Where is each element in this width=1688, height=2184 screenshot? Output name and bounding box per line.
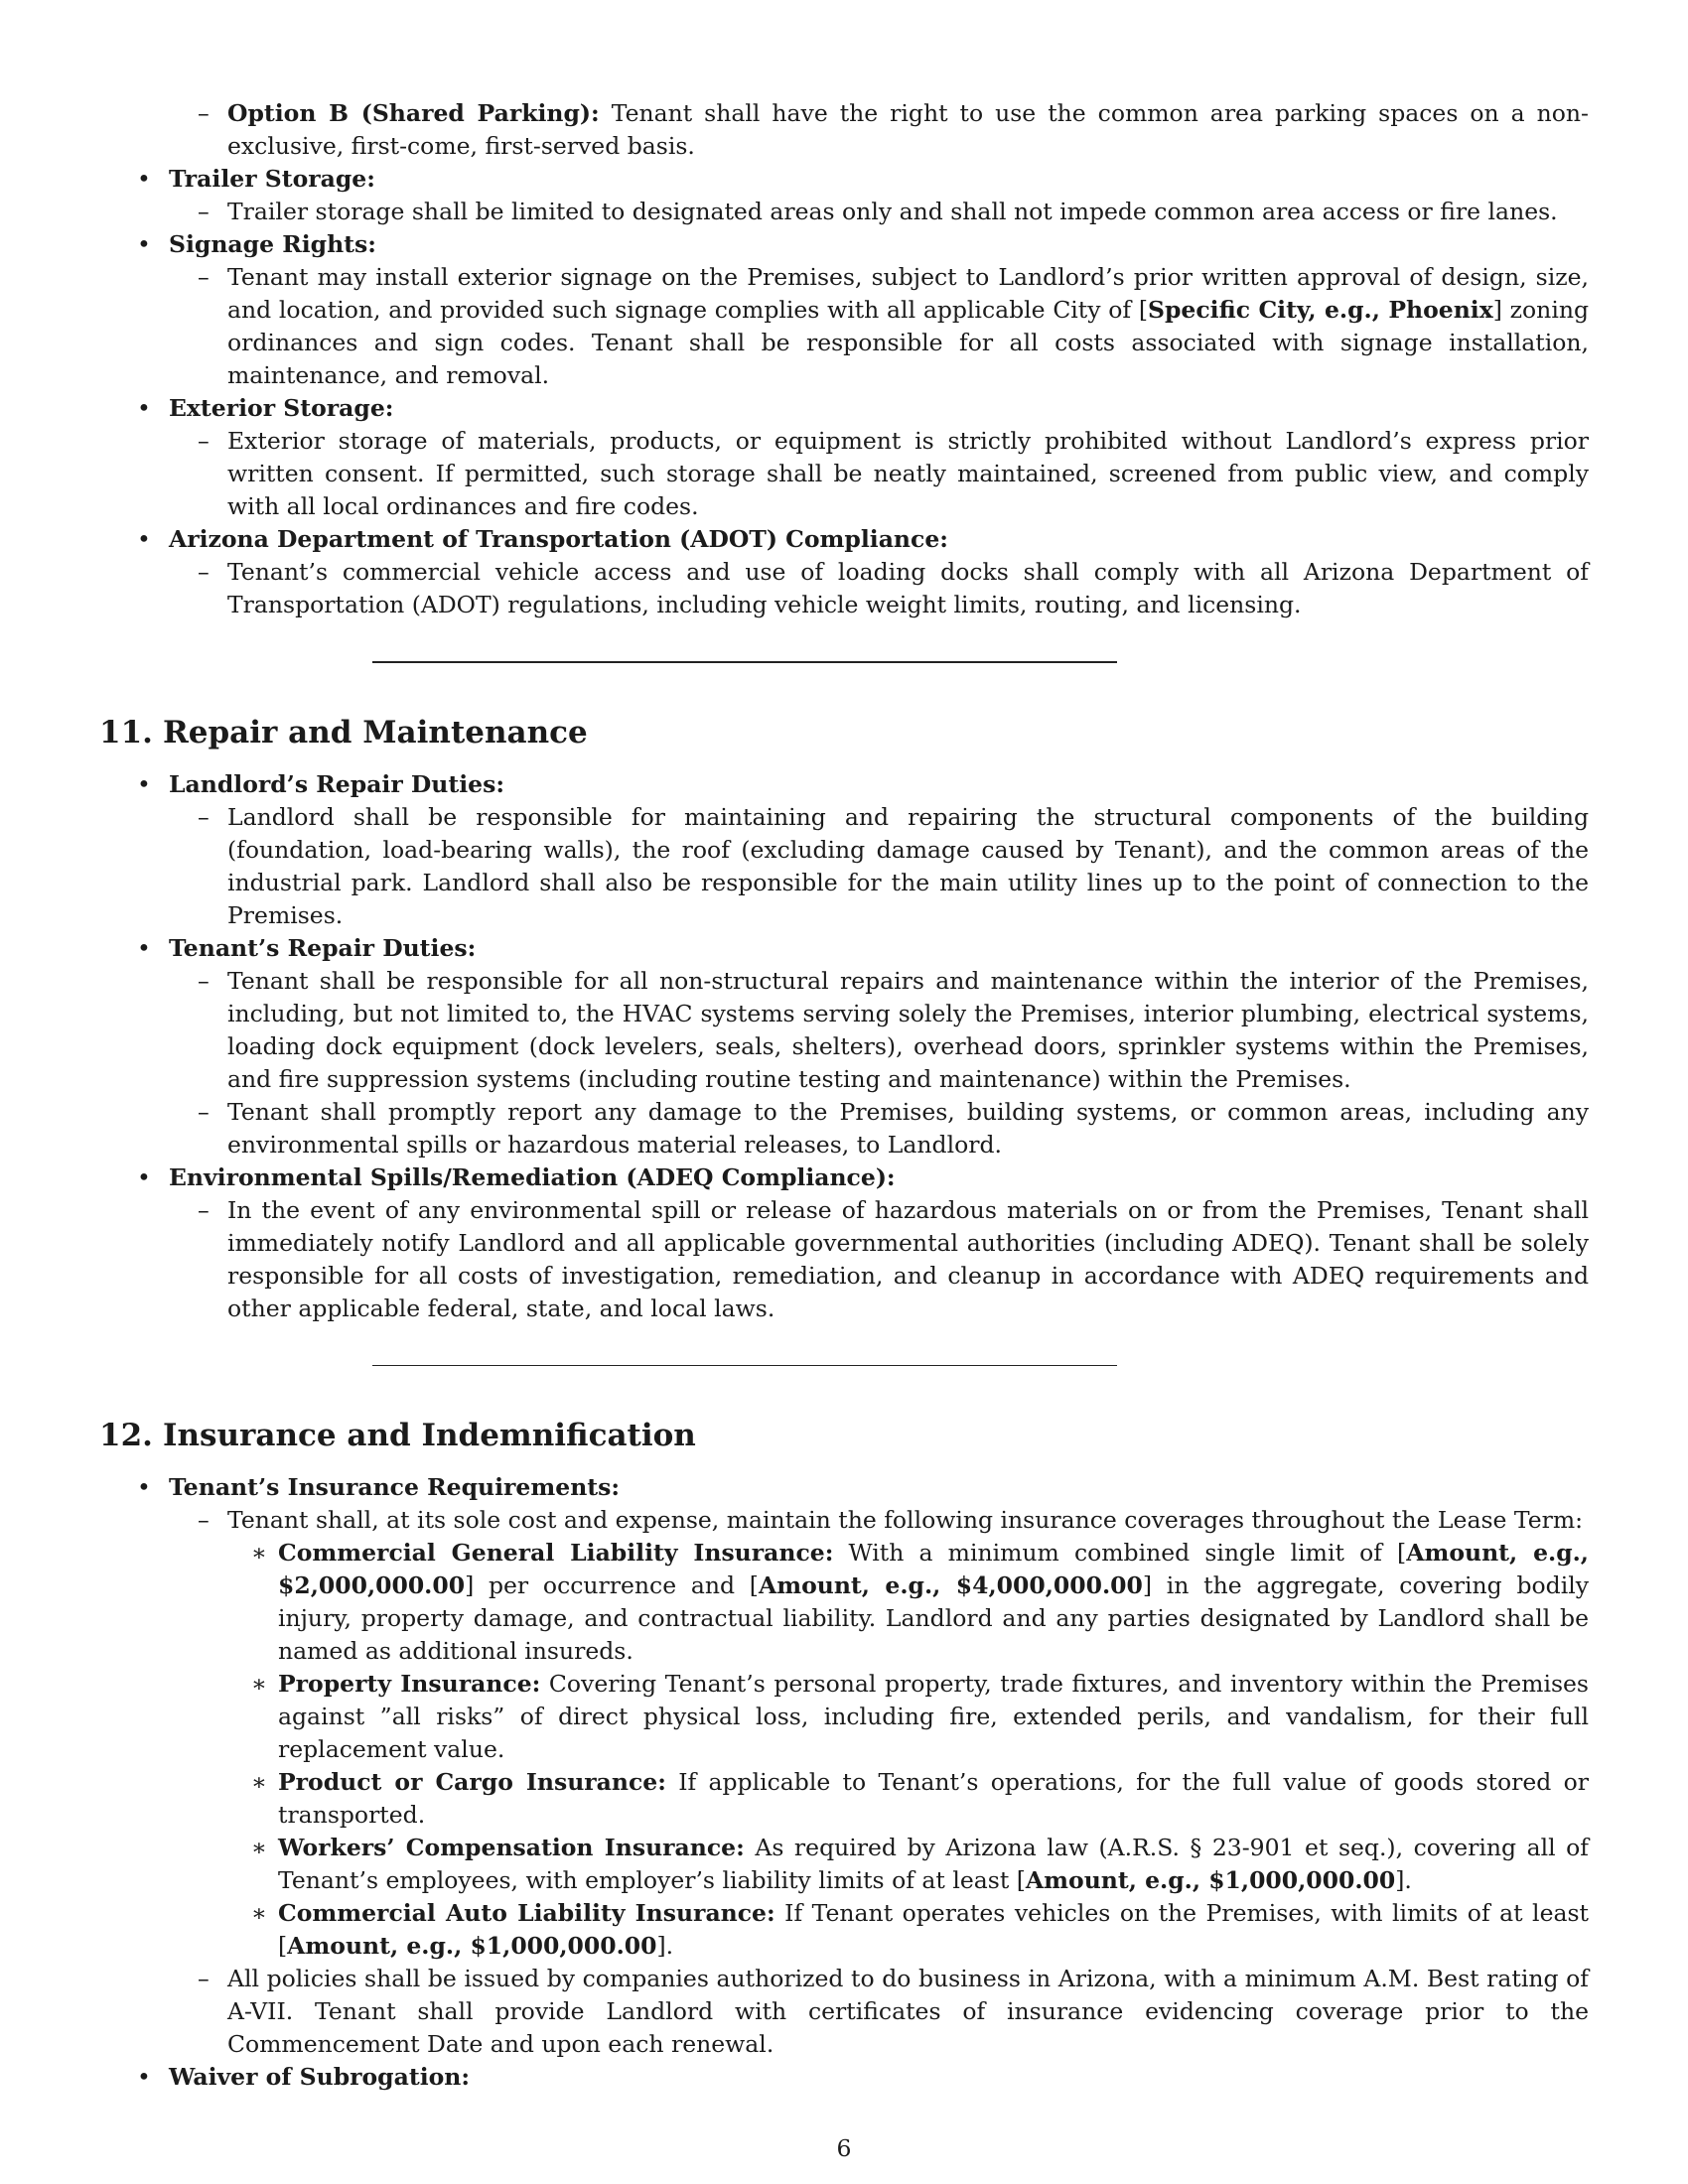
waiver-subrogation-heading: Waiver of Subrogation: xyxy=(169,2063,471,2091)
list-item: – Tenant shall promptly report any damage to the Premises, building systems, or common areas, including any environmental spills or hazardous material releases, to Landlord. xyxy=(169,1096,1589,1161)
list-item: – Landlord shall be responsible for maintaining and repairing the structural components of the building (foundation, load-bearing walls), the roof (excluding damage caused by Tenant), and the common areas of the industrial park. Landlord shall also be responsible for the main utility lines up to the point of connection to the Premises. xyxy=(169,801,1589,932)
cgl-occurrence-amount: Amount, e.g., $2,000,000.00 xyxy=(278,1539,1589,1599)
section-11-heading xyxy=(99,713,1589,752)
signage-rights-heading: Signage Rights: xyxy=(169,230,376,258)
cargo-insurance-text: If applicable to Tenant’s operations, for the full value of goods stored or transported. xyxy=(278,1768,1589,1829)
landlord-repair-heading: Landlord’s Repair Duties: xyxy=(169,770,505,798)
insurance-intro: Tenant shall, at its sole cost and expense, maintain the following insurance coverages throughout the Lease Term: xyxy=(227,1506,1584,1534)
list-item xyxy=(99,1161,1589,1325)
cgl-aggregate-amount: Amount, e.g., $4,000,000.00 xyxy=(758,1571,1143,1599)
list-item xyxy=(169,261,1589,392)
list-item xyxy=(227,1537,1589,1668)
list-item xyxy=(99,392,1589,523)
auto-liability-label: Commercial Auto Liability Insurance: xyxy=(278,1899,775,1927)
trailer-storage-heading: Trailer Storage: xyxy=(169,165,375,193)
list-item xyxy=(227,1766,1589,1832)
section-number: 11. xyxy=(99,715,153,751)
section-title: Insurance and Indemnification xyxy=(163,1418,696,1453)
list-item: – In the event of any environmental spill or release of hazardous materials on or from the Premises, Tenant shall immediately notify Landlord and all applicable governmental authorities (including ADEQ). Tenant shall be solely responsible for all costs of investigation, remediation, and cleanup in accordance with ADEQ requirements and other applicable federal, state, and local laws. xyxy=(169,1194,1589,1325)
option-b-label: Option B (Shared Parking): xyxy=(227,99,600,127)
list-item: – Trailer storage shall be limited to designated areas only and shall not impede common area access or fire lanes. xyxy=(169,196,1589,228)
list-item xyxy=(99,932,1589,1161)
list-item xyxy=(169,1504,1589,1963)
list-item xyxy=(99,228,1589,392)
parking-option-b xyxy=(99,97,1589,163)
list-item: – Tenant’s commercial vehicle access and use of loading docks shall comply with all Arizona Department of Transportation (ADOT) regulations, including vehicle weight limits, routing, and licensing. xyxy=(169,556,1589,621)
list-item: – All policies shall be issued by companies authorized to do business in Arizona, with a minimum A.M. Best rating of A-VII. Tenant shall provide Landlord with certificates of insurance evidencing coverage prior to the Commencement Date and upon each renewal. xyxy=(169,1963,1589,2061)
section-divider xyxy=(372,661,1117,663)
section-number: 12. xyxy=(99,1418,153,1453)
section10-list xyxy=(99,163,1589,621)
list-item xyxy=(99,1471,1589,2061)
workers-comp-text: ]. xyxy=(1395,1866,1412,1894)
cargo-insurance-label: Product or Cargo Insurance: xyxy=(278,1768,666,1796)
list-item xyxy=(99,163,1589,228)
workers-comp-text: As required by Arizona law (A.R.S. § 23-901 et seq.), covering all of Tenant’s employees, with employer’s liability limits of at least [ xyxy=(278,1834,1590,1894)
workers-comp-amount: Amount, e.g., $1,000,000.00 xyxy=(1025,1866,1396,1894)
property-insurance-label: Property Insurance: xyxy=(278,1670,541,1698)
cgl-text: With a minimum combined single limit of [ xyxy=(833,1539,1407,1567)
exterior-storage-heading: Exterior Storage: xyxy=(169,394,394,422)
cgl-text: ] per occurrence and [ xyxy=(465,1571,759,1599)
signage-text-2: ] zoning ordinances and sign codes. Tenant shall be responsible for all costs associated with signage installation, maintenance, and removal. xyxy=(227,296,1590,389)
section-12-heading xyxy=(99,1416,1589,1455)
section-title: Repair and Maintenance xyxy=(163,715,588,751)
property-insurance-text: Covering Tenant’s personal property, trade fixtures, and inventory within the Premises against ”all risks” of direct physical loss, including fire, extended perils, and vandalism, for their full replacement value. xyxy=(278,1670,1589,1763)
section12-list xyxy=(99,1471,1589,2094)
tenant-insurance-heading: Tenant’s Insurance Requirements: xyxy=(169,1473,621,1501)
list-item xyxy=(227,1897,1589,1963)
section11-list xyxy=(99,768,1589,1325)
workers-comp-label: Workers’ Compensation Insurance: xyxy=(278,1834,745,1861)
list-item xyxy=(227,1668,1589,1766)
auto-liability-text: ]. xyxy=(656,1932,674,1960)
list-item xyxy=(99,2061,1589,2094)
list-item: – Tenant shall be responsible for all non-structural repairs and maintenance within the interior of the Premises, including, but not limited to, the HVAC systems serving solely the Premises, interior plumbing, electrical systems, loading dock equipment (dock levelers, seals, shelters), overhead doors, sprinkler systems within the Premises, and fire suppression systems (including routine testing and maintenance) within the Premises. xyxy=(169,965,1589,1096)
adot-compliance-heading: Arizona Department of Transportation (ADOT) Compliance: xyxy=(169,525,948,553)
auto-liability-text: If Tenant operates vehicles on the Premises, with limits of at least [ xyxy=(278,1899,1589,1960)
auto-liability-amount: Amount, e.g., $1,000,000.00 xyxy=(287,1932,657,1960)
signage-city-placeholder: Specific City, e.g., Phoenix xyxy=(1148,296,1493,324)
list-item: – Exterior storage of materials, products, or equipment is strictly prohibited without Landlord’s express prior written consent. If permitted, such storage shall be neatly maintained, screened from public view, and comply with all local ordinances and fire codes. xyxy=(169,425,1589,523)
list-item xyxy=(99,768,1589,932)
list-item xyxy=(99,523,1589,621)
tenant-repair-heading: Tenant’s Repair Duties: xyxy=(169,934,477,962)
page-content xyxy=(99,97,1589,2094)
list-item xyxy=(227,1832,1589,1897)
section-divider xyxy=(372,1365,1117,1366)
option-b-text: Tenant shall have the right to use the common area parking spaces on a non-exclusive, first-come, first-served basis. xyxy=(227,99,1590,160)
cgl-label: Commercial General Liability Insurance: xyxy=(278,1539,834,1567)
signage-text-1: Tenant may install exterior signage on the Premises, subject to Landlord’s prior written approval of design, size, and location, and provided such signage complies with all applicable City of [ xyxy=(227,263,1589,324)
cgl-text: ] in the aggregate, covering bodily injury, property damage, and contractual liability. Landlord and any parties designated by Landlord shall be named as additional insureds. xyxy=(278,1571,1589,1665)
environmental-spills-heading: Environmental Spills/Remediation (ADEQ Compliance): xyxy=(169,1163,896,1191)
page-number: 6 xyxy=(836,2134,852,2162)
